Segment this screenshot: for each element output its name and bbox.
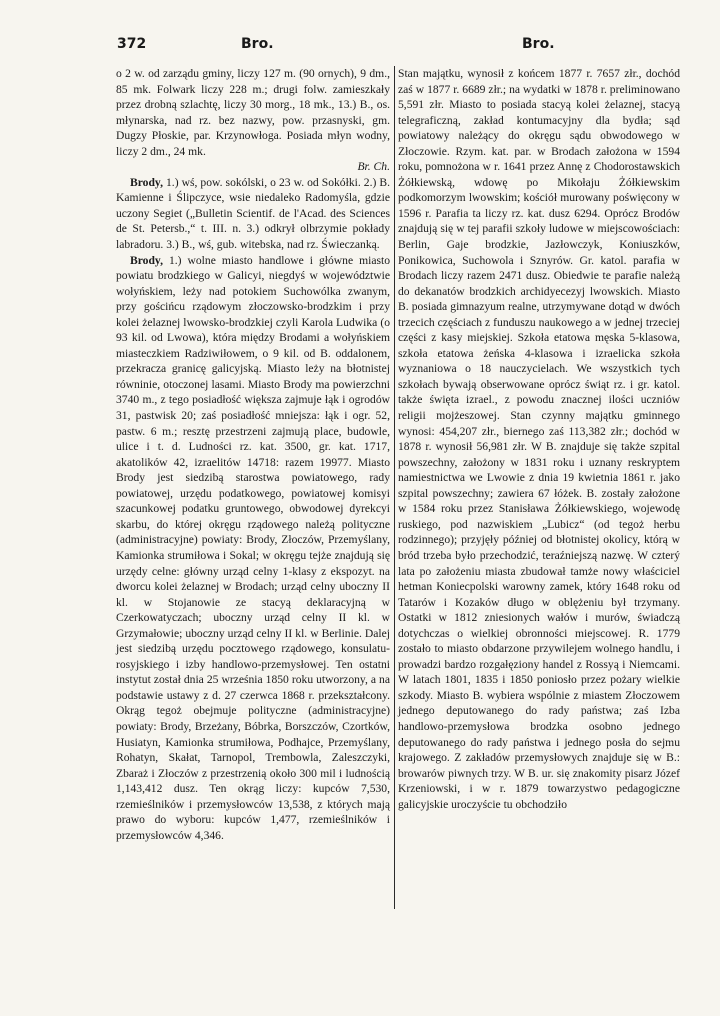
entry-paragraph <box>116 66 390 175</box>
left-running-head: Bro. <box>241 36 274 52</box>
entry-headword: Brody, <box>130 175 163 189</box>
entry-paragraph <box>398 66 680 812</box>
entry-text: Stan majątku, wynosił z końcem 1877 r. 7657 złr., dochód zaś w 1877 r. 6689 złr.; na wydatki w 1878 r. preliminowano 5,591 złr. Miasto to posiada stacyą kolei żelaznej, stacyą telegraficzną, zakład kontumacyjny dla bydła; sąd powiatowy należący do okręgu sądu obwodowego w Złoczowie. Rzym. kat. par. w Brodach założona w 1594 roku, pomnożona w r. 1641 przez Annę z Chodorostawskich Żółkiewską, wdowę po Mikołaju Żółkiewskim podkomorzym lwowskim; kościół murowany poświęcony w 1596 r. Parafia ta liczy rz. kat. dusz 6294. Oprócz Brodów znajdują się w tej parafii szkoły ludowe w miejscowościach: Berlin, Gaje brodzkie, Jazłowczyk, Koniuszków, Ponikowica, Suchowola i Sznyrów. Gr. katol. parafia w Brodach liczy razem 2471 dusz. Obiedwie te parafie należą do dekanatów brodzkich archidyecezyj lwowskich. Miasto B. posiada gimnazyum realne, utrzymywane dotąd w dwóch trzecich częściach z funduszu naukowego a w jednej trzeciej części z kasy miejskiej. Szkoła etatowa męska 5-klasowa, szkoła etatowa żeńska 4-klasowa i izraelicka szkoła wyznaniowa o 18 nauczycielach. We wszystkich tych szkołach bywają obserwowane oprócz świąt rz. i gr. katol. także święta izrael., z powodu znacznej ilości uczniów religii mojżeszowej. Stan czynny majątku gminnego wynosi: 454,207 złr., biernego zaś 113,382 złr.; dochód w 1878 r. wynosił 56,981 złr. W B. znajduje się także szpital powszechny, założony w 1831 roku i uznany reskryptem namiestnictwa we Lwowie z dnia 19 kwietnia 1861 r. jako szpital powszechny; zawiera 67 łóżek. B. zostały założone w 1584 roku przez Stanisława Żółkiewskiego, wojewodę ruskiego, pod nazwiskiem „Lubicz“ (od tegoż herbu rodzinnego); przyjęły później od błotnistej okolicy, którą w bród trzeba było przechodzić, teraźniejszą nazwę. W czterý lata po założeniu miasta zbudował tamże nowy właściciel hetman Koniecpolski warowny zamek, który 1648 roku od Tatarów i Kozaków długo w oblężeniu był trzymany. Ostatki w 1812 zniesionych wałów i murów, świadczą dotychczas o wielkiej obronności miejscowej. R. 1779 zostało to miasto obdarzone przywilejem wolnego handlu, i prowadzi bardzo rozgałęziony handel z Rossyą i Niemcami. W latach 1801, 1835 i 1850 poniosło przez pożary wielkie szkody. Miasto B. wybiera wspólnie z miastem Złoczowem jednego deputowanego do rady państwa; zaś Izba handlowo-przemysłowa brodzka osobno jednego deputowanego do rady państwa i jednego posła do sejmu krajowego. Z zakładów przemysłowych znajduje się w B.: browarów piwnych trzy. W B. ur. się znakomity pisarz Józef Krzeniowski, i w r. 1879 towarzystwo pedagogiczne galicyjskie uroczyście tu obchodziło <box>398 67 680 811</box>
entry-text: 1.) wolne miasto handlowe i główne miasto powiatu brodzkiego w Galicyi, niegdyś w województwie wołyńskiem, leży nad potokiem Suchowólka zwanym, przy gościńcu rządowym złoczowsko-brodzkim i przy kolei żelaznej lwowsko-brodzkiej czyli Karola Ludwika (o 93 kil. od Lwowa), która między Brodami a wołyńskiem miasteczkiem Radziwiłowem, o 9 kil. od B. oddalonem, przekracza granicę galicyjską. Miasto leży na błotnistej równinie, otoczonej lasami. Miasto Brody ma powierzchni 3740 m., z tego posiadłość większa zajmuje łąk i ogrodów 31, pastwisk 20; zaś posiadłość mniejsza: łąk i ogr. 52, pastw. 6 m.; resztę przestrzeni zajmują place, budowle, ulice i t. d. Ludności rz. kat. 3500, gr. kat. 1717, akatolików 42, izraelitów 14718: razem 19977. Miasto Brody jest siedzibą starostwa powiatowego, rady powiatowej, urzędu podatkowego, powiatowej komisyi szacunkowej podatku gruntowego, obwodowej dyrekcyi skarbu, do której okręgu rządowego należą polityczne (administracyjne) powiaty: Brody, Złoczów, Przemyślany, Kamionka strumiłowa i Sokal; w okręgu tejże znajdują się urzędy celne: główny urząd celny 1-klasy z ekspozyt. na dworcu kolei żelaznej w Brodach; urząd celny uboczny II kl. w Stojanowie ze stacyą deklaracyjną w Czerkowatyczach; uboczny urząd celny II kl. w Grzymałowie; uboczny urząd celny II kl. w Berlinie. Dalej jest siedzibą urzędu pocztowego rządowego, konsulatu-rosyjskiego i izby handlowo-przemysłowej. Ten ostatni instytut został dnia 25 września 1850 roku utworzony, a na podstawie ustawy z d. 27 czerwca 1868 r. przekształcony. Okrąg tegoż obejmuje polityczne (administracyjne) powiaty: Brody, Brzeżany, Bóbrka, Borszczów, Czortków, Husiatyn, Kamionka strumiłowa, Podhajce, Przemyślany, Rohatyn, Skałat, Tarnopol, Trembowla, Zaleszczyki, Zbaraż i Złoczów z przestrzenią około 300 mil i ludnością 1,143,412 dusz. Ten okrąg liczy: kupców 7,530, rzemieślników i przemysłowców 13,538, z których mają prawo do wyboru: kupców 1,477, rzemieślników i przemysłowców 4,346. <box>116 253 390 842</box>
entry-headword: Brody, <box>130 253 163 267</box>
author-signature: Br. Ch. <box>357 160 390 174</box>
running-header <box>117 36 569 58</box>
right-running-head: Bro. <box>522 36 555 52</box>
entry-paragraph <box>116 253 390 844</box>
entry-paragraph <box>116 175 390 253</box>
page-number: 372 <box>117 36 147 52</box>
entry-text: o 2 w. od zarządu gminy, liczy 127 m. (90 ornych), 9 dm., 85 mk. Folwark liczy 228 m.; drugi folw. zamieszkały przez drobną szlachtę, liczy 30 morg., 18 mk., 13.) B., os. młynarska, nad rz. bez nazwy, pow. przasnyski, gm. Dugzy Płoskie, par. Krzynowłoga. Posiada młyn wodny, liczy 2 dm., 24 mk. <box>116 67 390 158</box>
left-column <box>116 66 390 843</box>
column-divider <box>394 66 395 909</box>
entry-text: 1.) wś, pow. sokólski, o 23 w. od Sokółki. 2.) B. Kamienne i Ślipczyce, wsie niedaleko Radomyśla, gdzie uczony Segiet („Bulletin Scientif. de l'Acad. des Sciences de St. Petersb.,“ t. III. n. 3.) odkrył olbrzymie pokłady labradoru. 3.) B., wś, gub. witebska, nad rz. Świeczanką. <box>116 175 390 252</box>
right-column <box>398 66 680 812</box>
